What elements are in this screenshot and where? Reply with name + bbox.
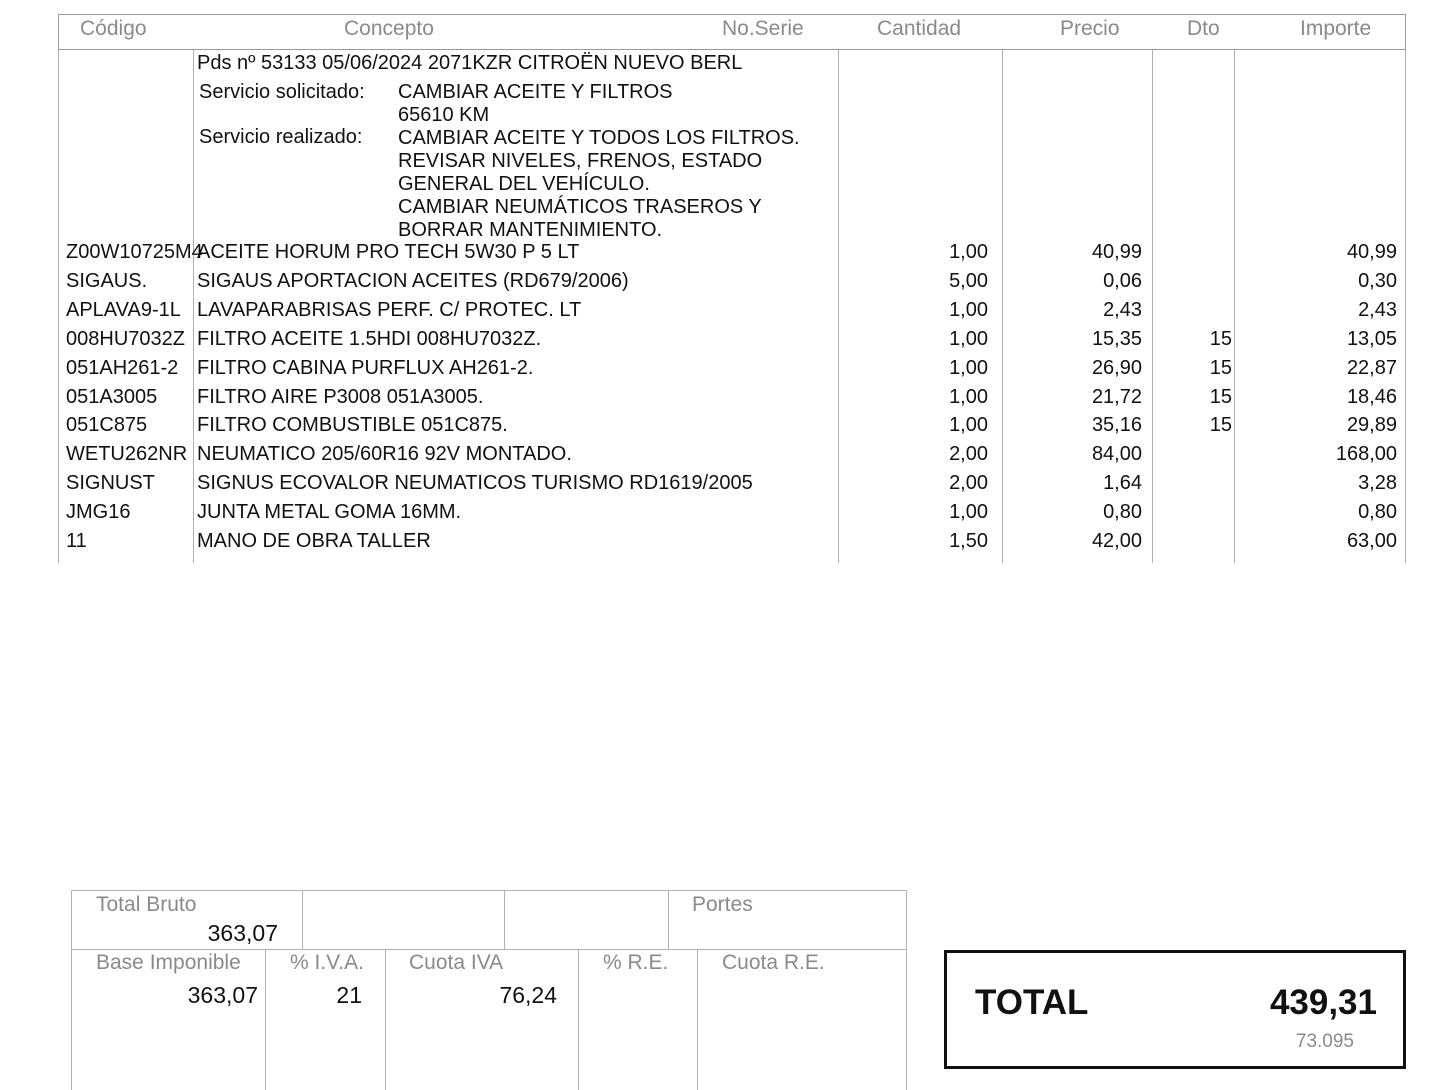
total-box (944, 950, 1406, 1069)
item-code: SIGAUS. (66, 270, 148, 292)
service-requested-line: 65610 KM (398, 104, 490, 126)
summary-divider (71, 949, 906, 950)
item-amount: 18,46 (1346, 386, 1397, 408)
service-performed-line: CAMBIAR ACEITE Y TODOS LOS FILTROS. (398, 127, 800, 149)
item-description: SIGNUS ECOVALOR NEUMATICOS TURISMO RD1619/2005 (197, 472, 753, 494)
item-description: FILTRO AIRE P3008 051A3005. (197, 386, 484, 408)
summary-divider (265, 949, 266, 1090)
base-imponible-value: 363,07 (187, 982, 258, 1008)
summary-divider (302, 890, 303, 949)
item-code: 051C875 (66, 414, 148, 436)
re-pct-label: % R.E. (603, 951, 669, 974)
item-quantity: 1,00 (949, 386, 988, 408)
item-amount: 40,99 (1346, 241, 1397, 263)
item-price: 35,16 (1091, 414, 1142, 436)
item-price: 21,72 (1091, 386, 1142, 408)
column-header-cantidad: Cantidad (877, 17, 962, 40)
summary-divider (668, 890, 669, 949)
table-row (0, 444, 1440, 464)
table-row (0, 531, 1440, 551)
item-description: FILTRO ACEITE 1.5HDI 008HU7032Z. (197, 328, 542, 350)
item-amount: 0,30 (1358, 270, 1397, 292)
item-quantity: 1,00 (949, 241, 988, 263)
summary-divider (906, 890, 907, 1090)
table-row (0, 242, 1440, 262)
item-quantity: 1,00 (949, 299, 988, 321)
table-row (0, 300, 1440, 320)
item-quantity: 1,00 (949, 501, 988, 523)
cuota-iva-value: 76,24 (499, 982, 557, 1008)
item-quantity: 1,00 (949, 357, 988, 379)
summary-divider (578, 949, 579, 1090)
item-amount: 3,28 (1358, 472, 1397, 494)
column-header-importe: Importe (1300, 17, 1372, 40)
item-code: WETU262NR (66, 443, 188, 465)
item-amount: 29,89 (1346, 414, 1397, 436)
item-quantity: 5,00 (949, 270, 988, 292)
item-price: 84,00 (1091, 443, 1142, 465)
table-row (0, 502, 1440, 522)
item-amount: 22,87 (1346, 357, 1397, 379)
item-discount: 15 (1209, 414, 1232, 436)
summary-divider (385, 949, 386, 1090)
total-bruto-label: Total Bruto (96, 893, 197, 916)
item-description: JUNTA METAL GOMA 16MM. (197, 501, 462, 523)
item-description: LAVAPARABRISAS PERF. C/ PROTEC. LT (197, 299, 582, 321)
item-code: 11 (66, 530, 87, 552)
item-code: 051A3005 (66, 386, 158, 408)
item-description: ACEITE HORUM PRO TECH 5W30 P 5 LT (197, 241, 580, 263)
item-price: 1,64 (1103, 472, 1142, 494)
service-requested-line: CAMBIAR ACEITE Y FILTROS (398, 81, 673, 103)
table-row (0, 387, 1440, 407)
item-code: 051AH261-2 (66, 357, 179, 379)
item-price: 15,35 (1091, 328, 1142, 350)
item-discount: 15 (1209, 357, 1232, 379)
item-code: JMG16 (66, 501, 131, 523)
summary-divider (71, 890, 906, 891)
iva-pct-value: 21 (336, 982, 362, 1008)
item-description: NEUMATICO 205/60R16 92V MONTADO. (197, 443, 572, 465)
service-performed-line: BORRAR MANTENIMIENTO. (398, 219, 663, 241)
item-description: FILTRO COMBUSTIBLE 051C875. (197, 414, 508, 436)
table-row (0, 271, 1440, 291)
item-quantity: 1,50 (949, 530, 988, 552)
service-performed-line: CAMBIAR NEUMÁTICOS TRASEROS Y (398, 196, 762, 218)
item-code: SIGNUST (66, 472, 155, 494)
item-price: 2,43 (1103, 299, 1142, 321)
column-header-codigo: Código (80, 17, 147, 40)
summary-divider (71, 890, 72, 1090)
summary-divider (504, 890, 505, 949)
item-price: 26,90 (1091, 357, 1142, 379)
summary-divider (697, 949, 698, 1090)
table-row (0, 329, 1440, 349)
portes-label: Portes (692, 893, 753, 916)
item-amount: 13,05 (1346, 328, 1397, 350)
cuota-re-label: Cuota R.E. (722, 951, 825, 974)
column-header-dto: Dto (1187, 17, 1220, 40)
column-header-concepto: Concepto (344, 17, 434, 40)
table-row (0, 415, 1440, 435)
column-header-precio: Precio (1060, 17, 1120, 40)
total-sub-value: 73.095 (1295, 1031, 1354, 1052)
total-label: TOTAL (975, 983, 1089, 1022)
item-price: 42,00 (1091, 530, 1142, 552)
item-description: SIGAUS APORTACION ACEITES (RD679/2006) (197, 270, 629, 292)
item-quantity: 2,00 (949, 472, 988, 494)
column-header-no-serie: No.Serie (722, 17, 804, 40)
item-amount: 63,00 (1346, 530, 1397, 552)
total-value: 439,31 (1269, 983, 1377, 1022)
cuota-iva-label: Cuota IVA (409, 951, 504, 974)
item-discount: 15 (1209, 386, 1232, 408)
item-code: 008HU7032Z (66, 328, 185, 350)
item-amount: 0,80 (1358, 501, 1397, 523)
item-quantity: 1,00 (949, 414, 988, 436)
total-bruto-value: 363,07 (207, 920, 278, 946)
base-imponible-label: Base Imponible (96, 951, 241, 974)
item-price: 0,80 (1103, 501, 1142, 523)
item-price: 0,06 (1103, 270, 1142, 292)
item-description: MANO DE OBRA TALLER (197, 530, 431, 552)
service-requested-label: Servicio solicitado: (199, 81, 365, 103)
item-code: Z00W10725M4 (66, 241, 203, 263)
pds-line: Pds nº 53133 05/06/2024 2071KZR CITROËN NUEVO BERL (197, 52, 743, 74)
item-code: APLAVA9-1L (66, 299, 181, 321)
item-quantity: 1,00 (949, 328, 988, 350)
item-discount: 15 (1209, 328, 1232, 350)
item-price: 40,99 (1091, 241, 1142, 263)
item-amount: 2,43 (1358, 299, 1397, 321)
table-row (0, 358, 1440, 378)
service-performed-line: REVISAR NIVELES, FRENOS, ESTADO (398, 150, 763, 172)
service-performed-line: GENERAL DEL VEHÍCULO. (398, 173, 650, 195)
item-amount: 168,00 (1335, 443, 1397, 465)
iva-pct-label: % I.V.A. (290, 951, 364, 974)
item-description: FILTRO CABINA PURFLUX AH261-2. (197, 357, 534, 379)
service-performed-label: Servicio realizado: (199, 126, 363, 148)
table-row (0, 473, 1440, 493)
item-quantity: 2,00 (949, 443, 988, 465)
